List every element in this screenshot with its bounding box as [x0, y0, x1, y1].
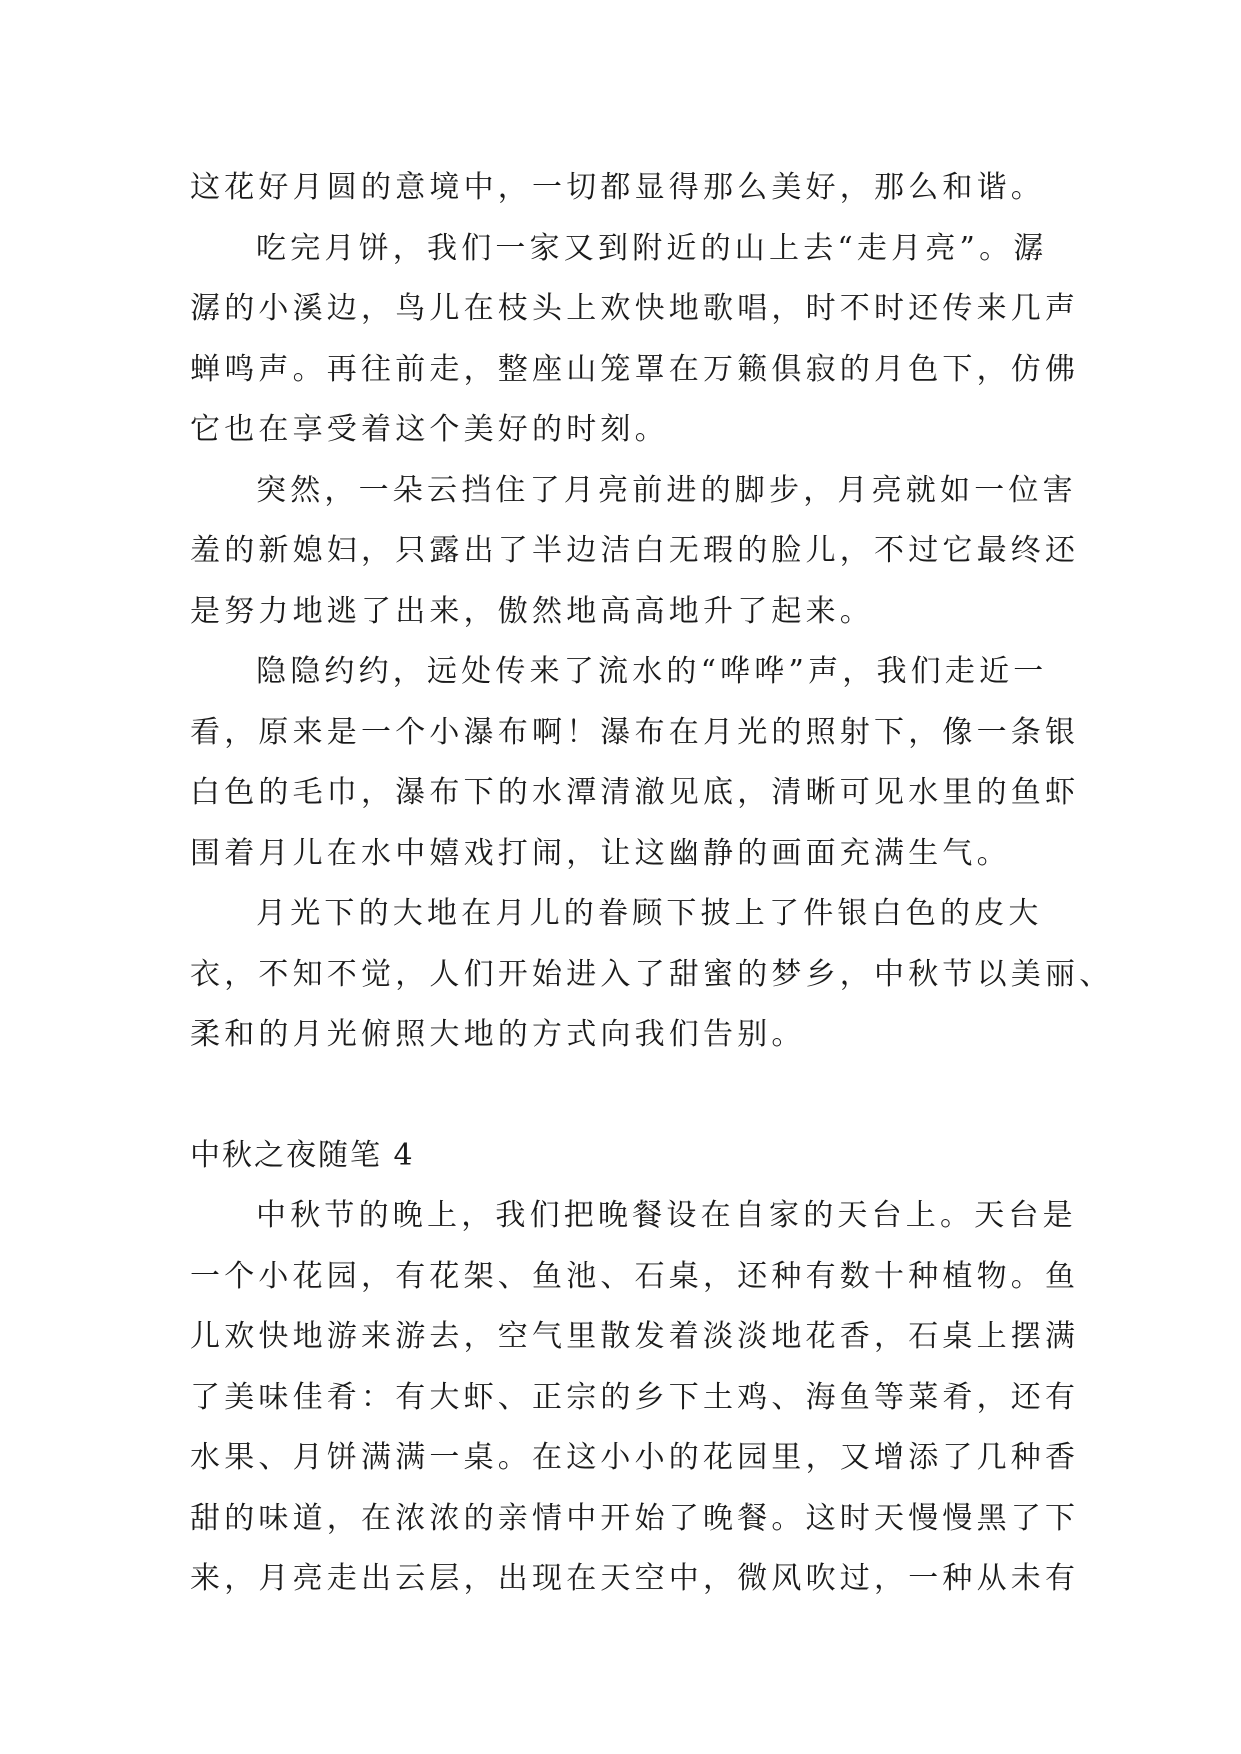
text-line: 这花好月圆的意境中，一切都显得那么美好，那么和谐。 [190, 170, 1045, 205]
text-line: 水果、月饼满满一桌。在这小小的花园里，又增添了几种香 [190, 1440, 1080, 1475]
text-line: 蝉鸣声。再往前走，整座山笼罩在万籁俱寂的月色下，仿佛 [190, 351, 1080, 387]
text-line: 甜的味道，在浓浓的亲情中开始了晚餐。这时天慢慢黑了下 [190, 1500, 1080, 1536]
text-line: 吃完月饼，我们一家又到附近的山上去“走月亮”。潺 [256, 230, 1048, 266]
document-body [190, 158, 1114, 1610]
text-line: 白色的毛巾，瀑布下的水潭清澈见底，清晰可见水里的鱼虾 [190, 775, 1080, 810]
text-line: 看，原来是一个小瀑布啊！瀑布在月光的照射下，像一条银 [190, 714, 1080, 750]
section-spacer [190, 1066, 1050, 1126]
text-line: 了美味佳肴：有大虾、正宗的乡下土鸡、海鱼等菜肴，还有 [190, 1379, 1080, 1415]
text-line: 一个小花园，有花架、鱼池、石桌，还种有数十种植物。鱼 [190, 1258, 1080, 1294]
paragraph-waterfall [190, 642, 1080, 884]
text-line: 衣，不知不觉，人们开始进入了甜蜜的梦乡，中秋节以美丽、 [190, 956, 1114, 992]
paragraph-rooftop-dinner [190, 1186, 1080, 1610]
section-heading: 中秋之夜随笔 4 [190, 1137, 415, 1173]
text-line: 儿欢快地游来游去，空气里散发着淡淡地花香，石桌上摆满 [190, 1319, 1080, 1354]
text-line: 围着月儿在水中嬉戏打闹，让这幽静的画面充满生气。 [190, 835, 1011, 871]
text-line: 潺的小溪边，鸟儿在枝头上欢快地歌唱，时不时还传来几声 [190, 291, 1080, 326]
text-line: 是努力地逃了出来，傲然地高高地升了起来。 [190, 593, 874, 629]
paragraph-walk-the-moon [190, 219, 1080, 461]
text-line: 柔和的月光俯照大地的方式向我们告别。 [190, 1017, 806, 1052]
text-line: 羞的新媳妇，只露出了半边洁白无瑕的脸儿，不过它最终还 [190, 533, 1080, 568]
text-line: 月光下的大地在月儿的眷顾下披上了件银白色的皮大 [256, 896, 1043, 931]
text-line: 来，月亮走出云层，出现在天空中，微风吹过，一种从未有 [190, 1561, 1080, 1596]
text-line: 隐隐约约，远处传来了流水的“哗哗”声，我们走近一 [256, 654, 1048, 689]
text-line: 中秋节的晚上，我们把晚餐设在自家的天台上。天台是 [256, 1198, 1077, 1233]
paragraph-continuation [190, 158, 1050, 219]
paragraph-farewell [190, 884, 1114, 1066]
paragraph-cloud [190, 461, 1080, 643]
text-line: 它也在享受着这个美好的时刻。 [190, 412, 669, 447]
text-line: 突然，一朵云挡住了月亮前进的脚步，月亮就如一位害 [256, 472, 1077, 508]
